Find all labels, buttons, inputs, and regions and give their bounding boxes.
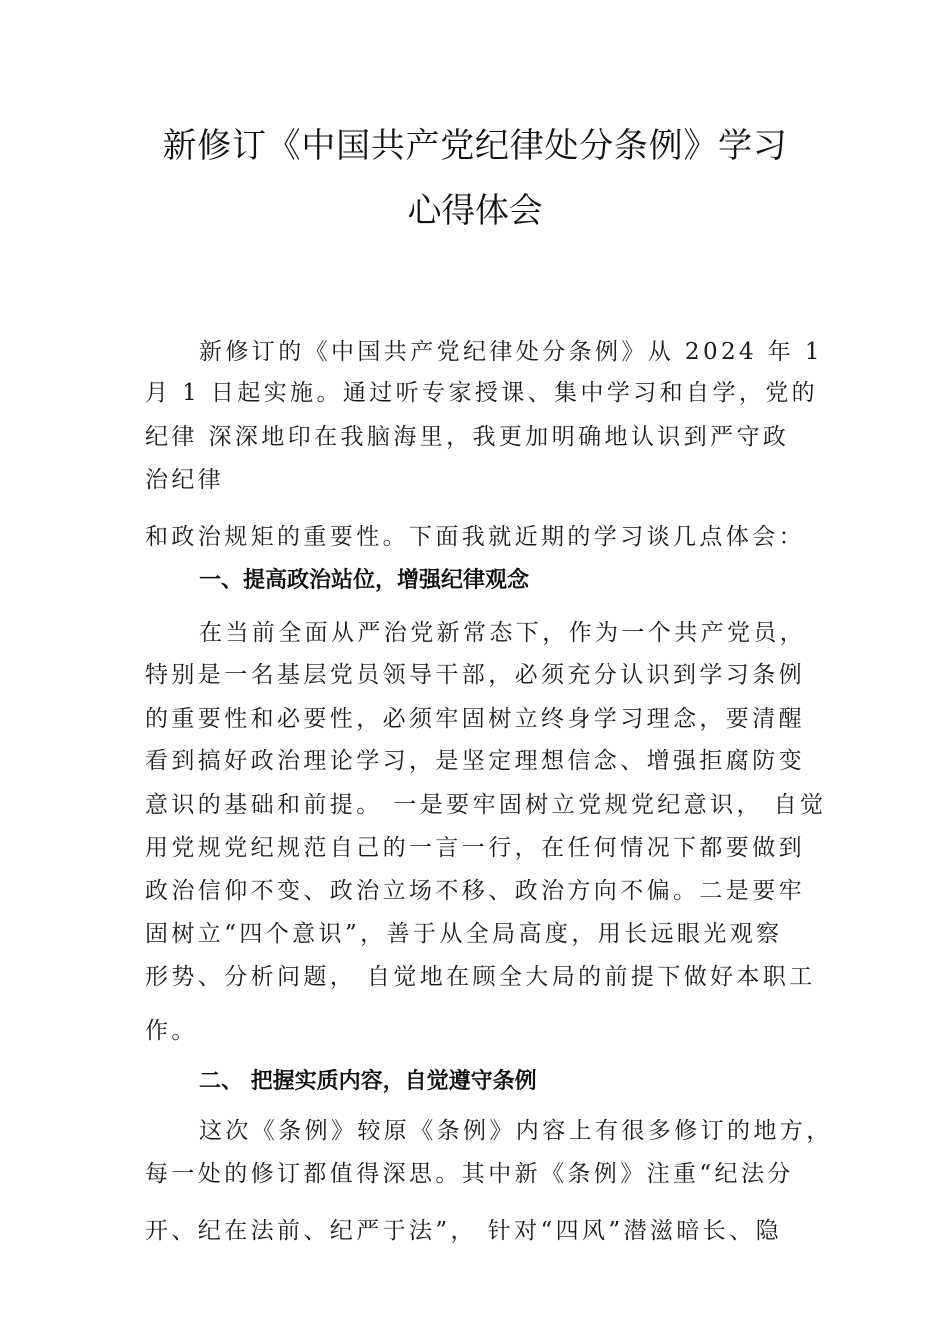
- section1-line-6: 用党规党纪规范自己的一言一行，在任何情况下都要做到: [145, 835, 805, 861]
- intro-line-4: 治纪律: [145, 467, 225, 493]
- section1-line-10: 作。: [145, 1018, 198, 1044]
- section2-line-3: 开、纪在法前、纪严于法”， 针对“四风”潜滋暗长、隐: [145, 1218, 782, 1244]
- section2-heading: 二、 把握实质内容，自觉遵守条例: [199, 1069, 537, 1094]
- intro-line-3: 纪律 深深地印在我脑海里，我更加明确地认识到严守政: [145, 424, 790, 450]
- section1-line-9: 形势、分析问题， 自觉地在顾全大局的前提下做好本职工: [145, 964, 816, 990]
- section2-line-1: 这次《条例》较原《条例》内容上有很多修订的地方，: [199, 1118, 833, 1144]
- intro-line-5: 和政治规矩的重要性。下面我就近期的学习谈几点体会：: [145, 524, 805, 550]
- section1-heading: 一、提高政治站位，增强纪律观念: [199, 568, 530, 593]
- section2-line-2: 每一处的修订都值得深思。其中新《条例》注重“纪法分: [145, 1161, 794, 1187]
- document-title-line1: 新修订《中国共产党纪律处分条例》学习: [162, 126, 788, 166]
- section1-line-7: 政治信仰不变、政治立场不移、政治方向不偏。二是要牢: [145, 878, 805, 904]
- section1-line-2: 特别是一名基层党员领导干部，必须充分认识到学习条例: [145, 662, 805, 688]
- section1-line-1: 在当前全面从严治党新常态下，作为一个共产党员，: [199, 620, 807, 646]
- intro-line-1: 新修订的《中国共产党纪律处分条例》从 2024 年 1: [199, 339, 823, 365]
- section1-line-4: 看到搞好政治理论学习，是坚定理想信念、增强拒腐防变: [145, 748, 805, 774]
- document-title-line2: 心得体会: [407, 191, 543, 231]
- section1-line-5: 意识的基础和前提。 一是要牢固树立党规党纪意识， 自觉: [145, 792, 827, 818]
- section1-line-3: 的重要性和必要性，必须牢固树立终身学习理念，要清醒: [145, 706, 805, 732]
- intro-line-2: 月 1 日起实施。通过听专家授课、集中学习和自学，党的: [145, 380, 819, 406]
- section1-line-8: 固树立“四个意识”，善于从全局高度，用长远眼光观察: [145, 921, 783, 947]
